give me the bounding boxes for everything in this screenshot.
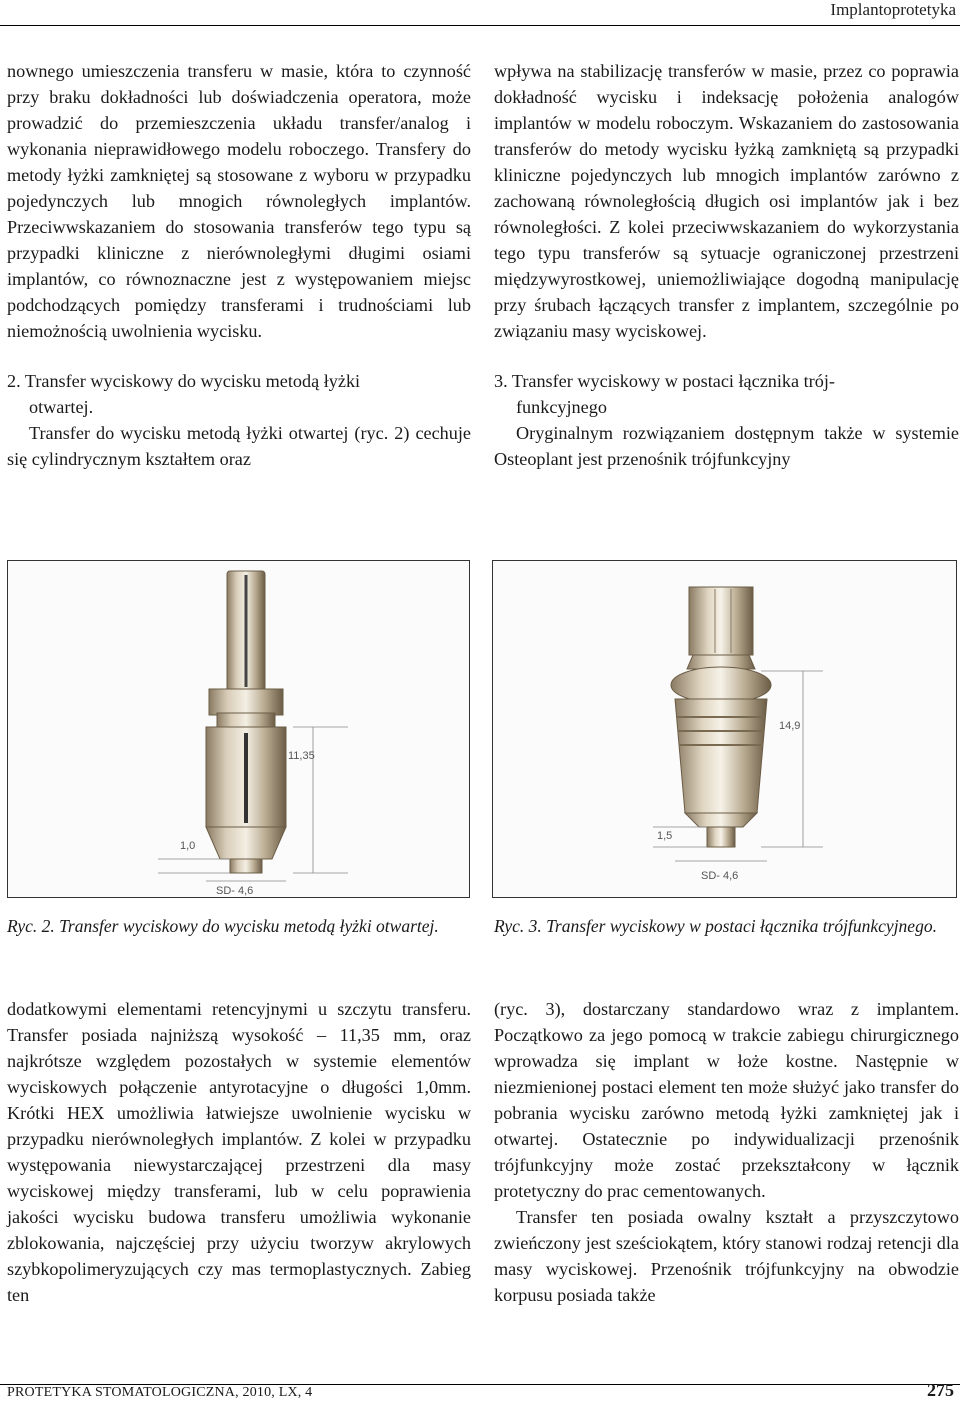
dimension-diameter-label: SD- 4,6 bbox=[701, 870, 739, 882]
page-number: 275 bbox=[927, 1380, 954, 1400]
right-column-bottom bbox=[494, 996, 959, 1308]
header-rule bbox=[0, 25, 960, 26]
figure-3-caption: Ryc. 3. Transfer wyciskowy w postaci łącznika trójfunkcyjnego. bbox=[494, 916, 937, 936]
left-column-top bbox=[7, 58, 471, 472]
heading-text-cont: funkcyjnego bbox=[516, 397, 607, 417]
paragraph: wpływa na stabilizację transferów w masie, przez co poprawia dokładność wycisku i indeksację położenia analogów implantów w modelu roboczym. Wskazaniem do zastosowania transferów do metody wycisku łyżką zamkniętą są przypadki kliniczne pojedynczych lub mnogich implantów zarówno z zachowaną równoległością długich osi implantów jak i bez równoległości. Z kolei przeciwwskazaniem do wykorzystania tego typu transferów są sytuacje ograniczonej przestrzeni międzywyrostkowej, uniemożliwiające dogodną manipulację przy śrubach łączących transfer z implantem, szczególnie po związaniu masy wyciskowej. bbox=[494, 61, 959, 341]
paragraph: Transfer ten posiada owalny kształt a przyszczytowo zwieńczony jest sześciokątem, który stanowi rodzaj retencji dla masy wyciskowej. Przenośnik trójfunkcyjny na obwodzie korpusu posiada także bbox=[494, 1207, 959, 1305]
figure-3-image bbox=[492, 560, 957, 898]
section-label: Implantoprotetyka bbox=[830, 0, 956, 19]
dimension-hex-label: 1,5 bbox=[657, 830, 673, 842]
heading-text-cont: otwartej. bbox=[29, 397, 94, 417]
dimension-hex-label: 1,0 bbox=[180, 840, 196, 852]
dimension-diameter-label: SD- 4,6 bbox=[216, 885, 254, 897]
dimension-height-label: 11,35 bbox=[288, 750, 315, 762]
figure-2-image bbox=[7, 560, 470, 898]
section-heading-3 bbox=[494, 368, 959, 420]
heading-number: 3. bbox=[494, 371, 508, 391]
transfer-open-tray-illustration bbox=[8, 561, 469, 897]
section-heading-2 bbox=[7, 368, 471, 420]
journal-name: PROTETYKA STOMATOLOGICZNA, 2010, LX, 4 bbox=[7, 1385, 313, 1400]
dimension-height-label: 14,9 bbox=[779, 720, 801, 732]
paragraph: (ryc. 3), dostarczany standardowo wraz z implantem. Początkowo za jego pomocą w trakcie zabiegu chirurgicznego wprowadza się implant w łoże kostne. Następnie w niezmienionej postaci element ten może służyć jako transfer do pobrania wycisku zarówno metodą łyżki zamkniętej jak i otwartej. Ostatecznie po indywidualizacji przenośnik trójfunkcyjny może zostać przekształcony w łącznik protetyczny do prac cementowanych. bbox=[494, 999, 959, 1201]
paragraph: Oryginalnym rozwiązaniem dostępnym także w systemie Osteoplant jest przenośnik trójfunkcyjny bbox=[494, 423, 959, 469]
figure-2-caption: Ryc. 2. Transfer wyciskowy do wycisku metodą łyżki otwartej. bbox=[7, 916, 439, 936]
paragraph: Transfer do wycisku metodą łyżki otwartej (ryc. 2) cechuje się cylindrycznym kształtem oraz bbox=[7, 423, 471, 469]
paragraph: dodatkowymi elementami retencyjnymi u szczytu transferu. Transfer posiada najniższą wysokość – 11,35 mm, oraz najkrótsze względem pozostałych w systemie elementów wyciskowych połączenie antyrotacyjne o długości 1,0mm. Krótki HEX umożliwia łatwiejsze uwolnienie wycisku w przypadku nierównoległych implantów. Z kolei w przypadku występowania niewystarczającej przestrzeni dla masy wyciskowej między transferami, lub w celu poprawienia jakości wycisku budowa transferu umożliwia wykonanie zblokowania, najczęściej przy użyciu tworzyw akrylowych szybkopolimeryzujących czy mas termoplastycznych. Zabieg ten bbox=[7, 999, 471, 1305]
paragraph: nownego umieszczenia transferu w masie, która to czynność przy braku dokładności lub doświadczenia operatora, może prowadzić do przemieszczenia układu transfer/analog i wykonania nieprawidłowego modelu roboczego. Transfery do metody łyżki zamkniętej są stosowane z wyboru w przypadku pojedynczych lub mnogich równoległych implantów. Przeciwwskazaniem do stosowania transferów tego typu są przypadki kliniczne z nierównoległymi długimi osiami implantów, co równoznaczne jest z występowaniem miejsc podchodzących pomiędzy transferami i trudnościami lub niemożnością uwolnienia wycisku. bbox=[7, 61, 471, 341]
heading-text: Transfer wyciskowy w postaci łącznika trój- bbox=[511, 371, 835, 391]
left-column-bottom bbox=[7, 996, 471, 1308]
heading-text: Transfer wyciskowy do wycisku metodą łyżki bbox=[24, 371, 361, 391]
right-column-top bbox=[494, 58, 959, 472]
heading-number: 2. bbox=[7, 371, 21, 391]
transfer-three-function-illustration bbox=[493, 561, 956, 897]
